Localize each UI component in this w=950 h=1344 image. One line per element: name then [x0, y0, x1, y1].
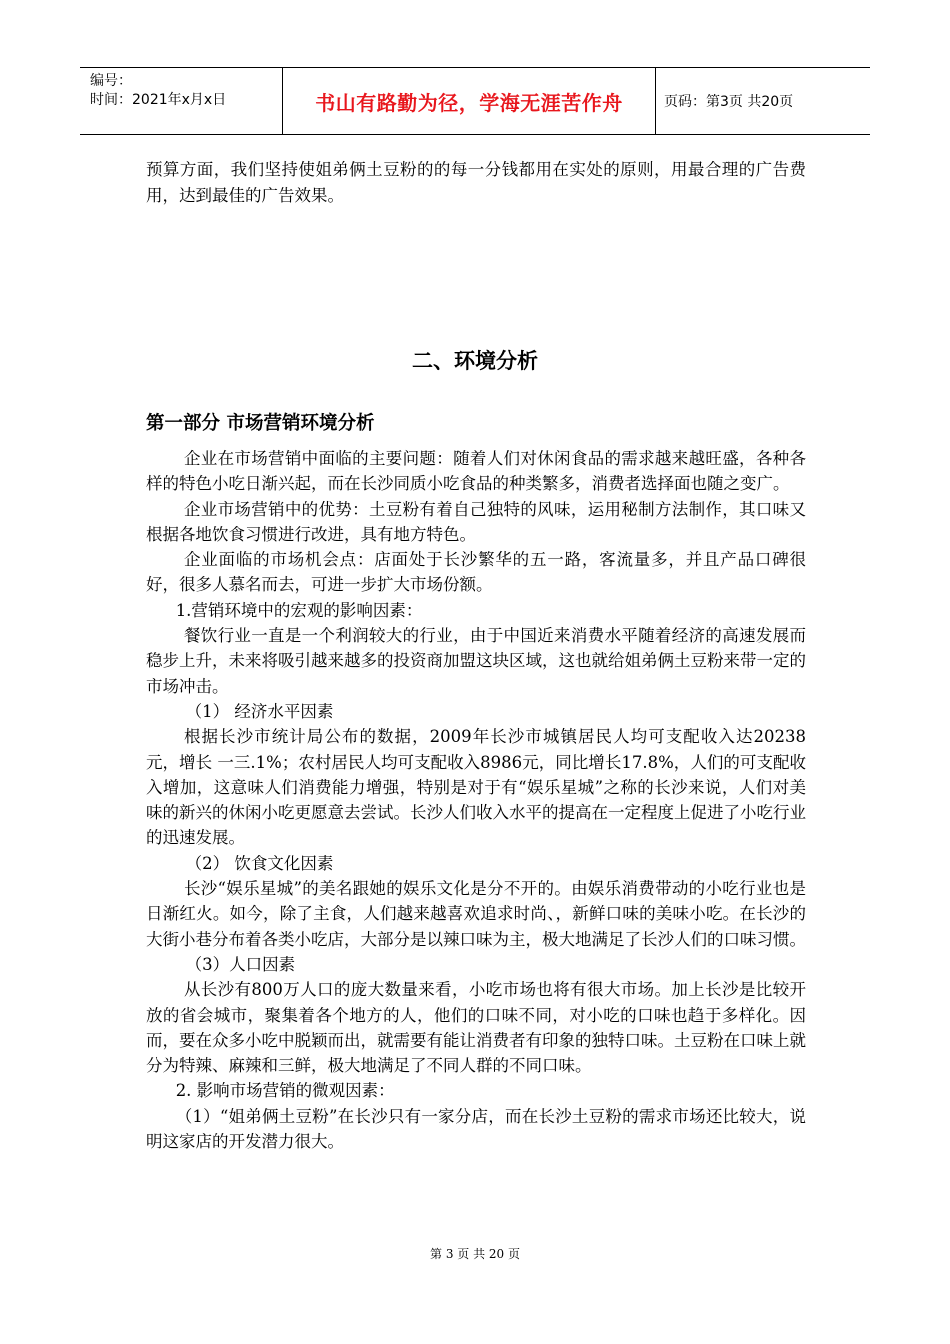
paragraph: 从长沙有800万人口的庞大数量来看，小吃市场也将有很大市场。加上长沙是比较开放的省会城市，聚集着各个地方的人，他们的口味不同，对小吃的口味也趋于多样化。因而，要在众多小吃中脱颖而出，就需要有能让消费者有印象的独特口味。土豆粉在口味上就分为特辣、麻辣和三鲜，极大地满足了不同人群的不同口味。	[146, 980, 806, 1076]
paragraph: 长沙“娱乐星城”的美名跟她的娱乐文化是分不开的。由娱乐消费带动的小吃行业也是日渐红火。如今，除了主食，人们越来越喜欢追求时尚、，新鲜口味的美味小吃。在长沙的大街小巷分布着各类小吃店，大部分是以辣口味为主，极大地满足了长沙人们的口味习惯。	[146, 879, 806, 949]
subsection-heading: 1.营销环境中的宏观的影响因素：	[175, 600, 423, 620]
header-motto: 书山有路勤为径，学海无涯苦作舟	[283, 68, 656, 134]
item-heading: （1） 经济水平因素	[185, 701, 334, 721]
page-footer: 第 3 页 共 20 页	[430, 1247, 520, 1261]
chapter-title: 二、环境分析	[412, 349, 538, 373]
paragraph: 企业市场营销中的优势：土豆粉有着自己独特的风味，运用秘制方法制作，其口味又根据各地饮食习惯进行改进，具有地方特色。	[146, 499, 806, 544]
intro-block	[146, 157, 806, 208]
number-label: 编号：	[90, 73, 132, 89]
paragraph: 企业在市场营销中面临的主要问题：随着人们对休闲食品的需求越来越旺盛，各种各样的特色小吃日渐兴起，而在长沙同质小吃食品的种类繁多，消费者选择面也随之变广。	[146, 449, 806, 494]
intro-paragraph: 预算方面，我们坚持使姐弟俩土豆粉的的每一分钱都用在实处的原则，用最合理的广告费用，达到最佳的广告效果。	[146, 160, 806, 205]
page-header	[80, 67, 870, 135]
paragraph: 企业面临的市场机会点：店面处于长沙繁华的五一路，客流量多，并且产品口碑很好，很多人慕名而去，可进一步扩大市场份额。	[146, 550, 806, 595]
paragraph: 餐饮行业一直是一个利润较大的行业，由于中国近来消费水平随着经济的高速发展而稳步上升，未来将吸引越来越多的投资商加盟这块区域，这也就给姐弟俩土豆粉来带一定的市场冲击。	[146, 626, 806, 696]
time-label: 时间：2021年x月x日	[90, 92, 227, 108]
item-heading: （3）人口因素	[185, 954, 296, 974]
paragraph: 根据长沙市统计局公布的数据，2009年长沙市城镇居民人均可支配收入达20238元，增长 一三.1%；农村居民人均可支配收入8986元，同比增长17.8%，人们的可支配收入增加，这意味人们消费能力增强，特别是对于有“娱乐星城”之称的长沙来说，人们对美味的新兴的休闲小吃更愿意去尝试。长沙人们收入水平的提高在一定程度上促进了小吃行业的迅速发展。	[146, 727, 806, 848]
section-heading: 第一部分 市场营销环境分析	[146, 413, 375, 434]
paragraph: （1）“姐弟俩土豆粉”在长沙只有一家分店，而在长沙土豆粉的需求市场还比较大，说明这家店的开发潜力很大。	[146, 1106, 806, 1152]
item-heading: （2） 饮食文化因素	[185, 853, 334, 873]
section-body	[146, 446, 806, 1154]
header-page-code: 页码：第3页 共20页	[664, 94, 794, 110]
header-meta	[80, 68, 283, 134]
subsection-heading: 2. 影响市场营销的微观因素：	[175, 1081, 395, 1101]
